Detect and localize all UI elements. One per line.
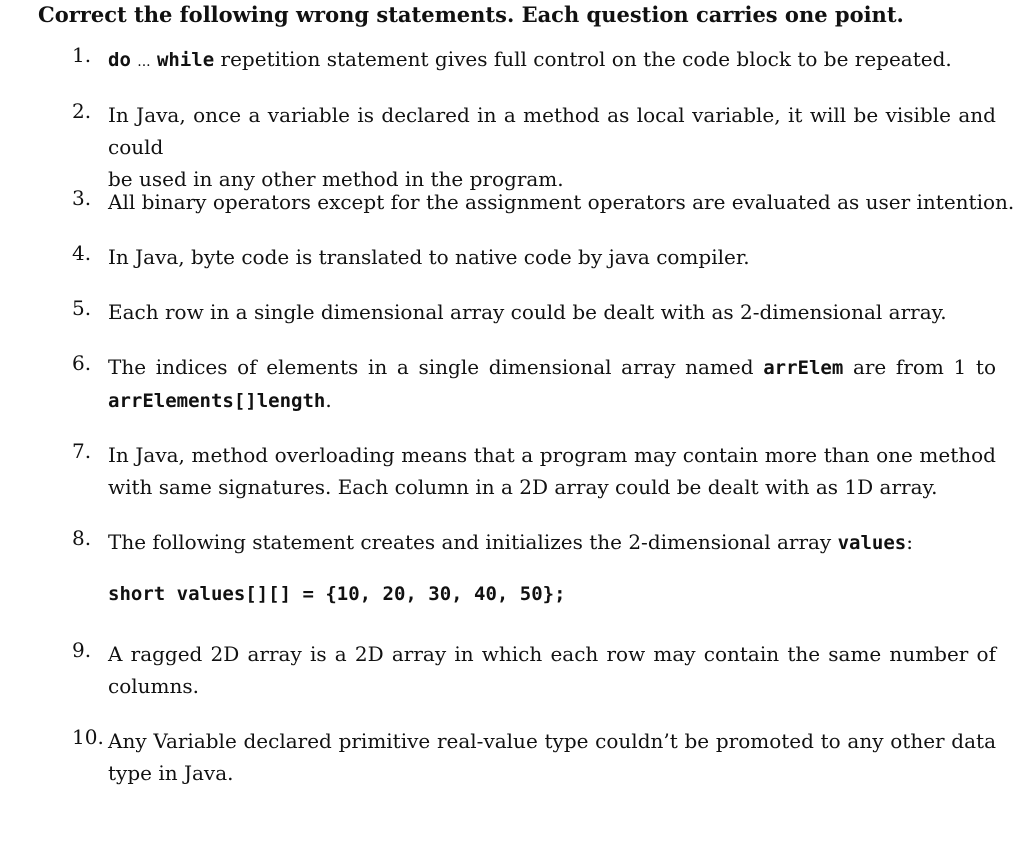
question-text: are from 1 to — [852, 355, 997, 379]
question-8 — [72, 526, 996, 559]
question-text: All binary operators except for the assignment operators are evaluated as user intention. — [108, 190, 1015, 214]
question-4 — [72, 241, 996, 273]
question-text-line-1: In Java, method overloading means that a program may contain more than one method — [108, 443, 996, 467]
question-7 — [72, 439, 996, 503]
question-2 — [72, 99, 996, 195]
question-text: repetition statement gives full control on the code block to be repeated. — [220, 47, 952, 71]
ellipsis: ... — [137, 54, 151, 70]
question-text-line-2: columns. — [108, 674, 199, 698]
question-text: In Java, byte code is translated to native code by java compiler. — [108, 245, 750, 269]
question-3 — [72, 186, 1015, 218]
question-1 — [72, 43, 996, 78]
question-text-line-1: Any Variable declared primitive real-value type couldn’t be promoted to any other data — [108, 729, 996, 753]
keyword-do: do — [108, 49, 131, 71]
question-6 — [72, 351, 996, 417]
question-text-line-2: with same signatures. Each column in a 2D array could be dealt with as 1D array. — [108, 475, 938, 499]
question-text: The following statement creates and initializes the 2-dimensional array — [108, 530, 832, 554]
keyword-while: while — [156, 49, 215, 71]
question-text-line-2: type in Java. — [108, 761, 234, 785]
question-number: 9. — [72, 638, 92, 662]
question-text-line-1: A ragged 2D array is a 2D array in which each row may contain the same number of — [108, 642, 996, 666]
period: . — [325, 388, 332, 412]
question-text: Each row in a single dimensional array could be dealt with as 2-dimensional array. — [108, 300, 947, 324]
question-number: 4. — [72, 241, 92, 265]
code-arrElements-length: arrElements[]length — [108, 390, 326, 412]
question-number: 6. — [72, 351, 92, 375]
question-10 — [72, 725, 996, 789]
question-number: 1. — [72, 43, 92, 67]
question-number: 5. — [72, 296, 92, 320]
question-number: 3. — [72, 186, 92, 210]
question-text: The indices of elements in a single dimensional array named — [108, 355, 754, 379]
code-values: values — [837, 532, 907, 554]
question-5 — [72, 296, 996, 328]
question-number: 8. — [72, 526, 92, 550]
instructions-heading: Correct the following wrong statements. Each question carries one point. — [38, 2, 904, 27]
colon: : — [906, 530, 913, 554]
question-number: 7. — [72, 439, 92, 463]
code-statement: short values[][] = {10, 20, 30, 40, 50}; — [108, 583, 566, 605]
question-number: 2. — [72, 99, 92, 123]
question-number: 10. — [72, 725, 104, 749]
question-text-line-1: In Java, once a variable is declared in a method as local variable, it will be visible and could — [108, 103, 996, 159]
question-text-line-2: be used in any other method in the program. — [108, 167, 564, 191]
code-arrElem: arrElem — [763, 357, 844, 379]
question-9 — [72, 638, 996, 702]
